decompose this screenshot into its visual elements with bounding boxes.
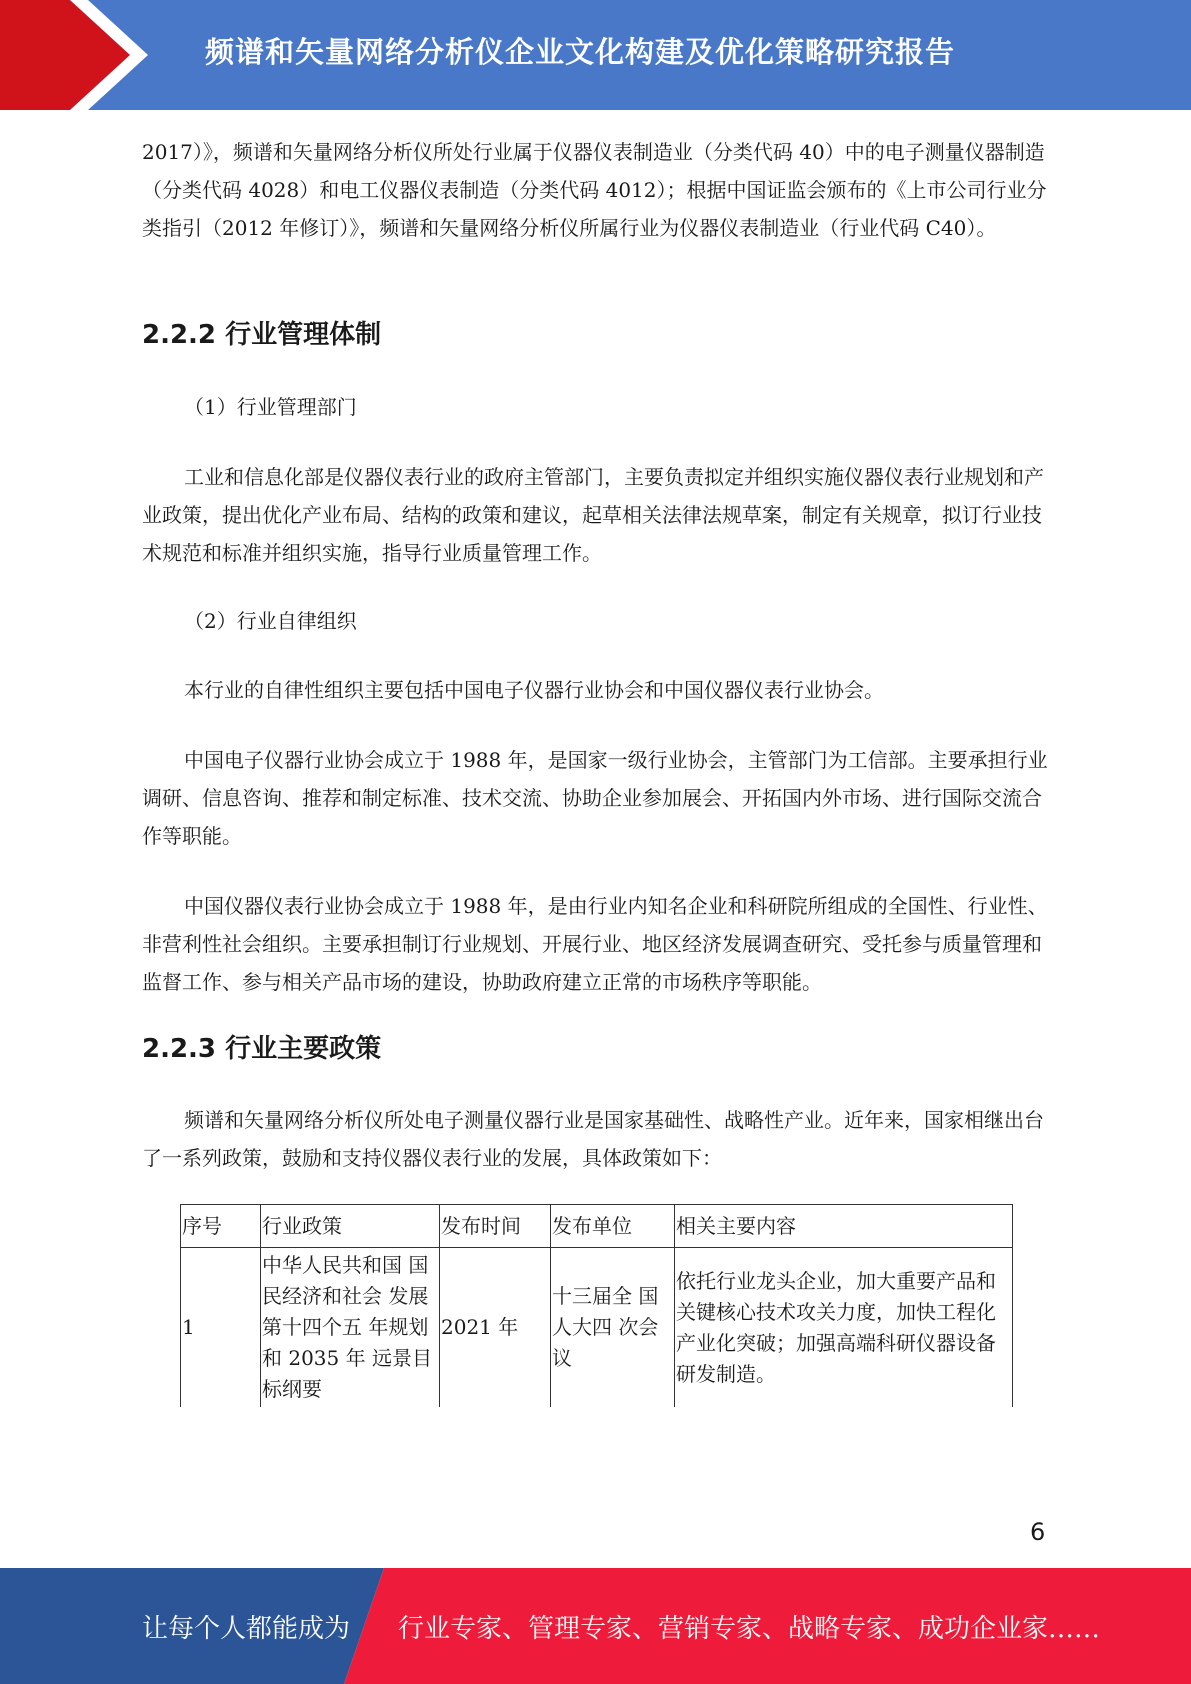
- header-release-date: 发布时间: [440, 1205, 551, 1248]
- header-issuing-body: 发布单位: [551, 1205, 675, 1248]
- table-header-row: [181, 1205, 1013, 1248]
- page-footer: [0, 1568, 1191, 1684]
- paragraph-management-dept: 工业和信息化部是仪器仪表行业的政府主管部门，主要负责拟定并组织实施仪器仪表行业规划和产业政策，提出优化产业布局、结构的政策和建议，起草相关法律法规草案，制定有关规章，拟订行业技术规范和标准并组织实施，指导行业质量管理工作。: [142, 465, 1044, 565]
- header-serial-number: 序号: [181, 1205, 261, 1248]
- cell-main-content: 依托行业龙头企业，加大重要产品和关键核心技术攻关力度，加快工程化产业化突破；加强高端科研仪器设备研发制造。: [675, 1248, 1013, 1408]
- page-number: 6: [1030, 1518, 1046, 1546]
- paragraph-policies-intro: 频谱和矢量网络分析仪所处电子测量仪器行业是国家基础性、战略性产业。近年来，国家相继出台了一系列政策，鼓励和支持仪器仪表行业的发展，具体政策如下：: [142, 1108, 1044, 1170]
- intro-paragraph: 2017）》，频谱和矢量网络分析仪所处行业属于仪器仪表制造业（分类代码 40）中的电子测量仪器制造（分类代码 4028）和电工仪器仪表制造（分类代码 4012）；根据中国证监会颁布的《上市公司行业分类指引（2012 年修订）》，频谱和矢量网络分析仪所属行业为仪器仪表制造业（行业代码 C40）。: [142, 140, 1047, 240]
- cell-industry-policy: 中华人民共和国 国民经济和社会 发展第十四个五 年规划和 2035 年 远景目标纲要: [261, 1248, 440, 1408]
- page-header: [0, 0, 1191, 110]
- footer-slogan-right: 行业专家、管理专家、营销专家、战略专家、成功企业家……: [398, 1614, 1101, 1644]
- policy-table: [180, 1204, 1013, 1407]
- table-row: [181, 1248, 1013, 1408]
- cell-serial-number: 1: [181, 1248, 261, 1408]
- header-main-content: 相关主要内容: [675, 1205, 1013, 1248]
- section-heading-2-2-2: 2.2.2 行业管理体制: [142, 320, 382, 350]
- cell-release-date: 2021 年: [440, 1248, 551, 1408]
- header-title: 频谱和矢量网络分析仪企业文化构建及优化策略研究报告: [205, 35, 956, 69]
- subheading-self-regulatory: （2）行业自律组织: [184, 609, 357, 633]
- subheading-management-dept: （1）行业管理部门: [184, 395, 357, 419]
- header-industry-policy: 行业政策: [261, 1205, 440, 1248]
- paragraph-instrument-assoc: 中国仪器仪表行业协会成立于 1988 年，是由行业内知名企业和科研院所组成的全国性、行业性、非营利性社会组织。主要承担制订行业规划、开展行业、地区经济发展调查研究、受托参与质量管理和监督工作、参与相关产品市场的建设，协助政府建立正常的市场秩序等职能。: [142, 894, 1048, 994]
- footer-slogan-left: 让每个人都能成为: [142, 1614, 351, 1644]
- section-heading-2-2-3: 2.2.3 行业主要政策: [142, 1034, 382, 1064]
- paragraph-self-regulatory: 本行业的自律性组织主要包括中国电子仪器行业协会和中国仪器仪表行业协会。: [184, 678, 884, 702]
- cell-issuing-body: 十三届全 国人大四 次会议: [551, 1248, 675, 1408]
- paragraph-electronic-instrument-assoc: 中国电子仪器行业协会成立于 1988 年，是国家一级行业协会，主管部门为工信部。主要承担行业调研、信息咨询、推荐和制定标准、技术交流、协助企业参加展会、开拓国内外市场、进行国际交流合作等职能。: [142, 748, 1048, 848]
